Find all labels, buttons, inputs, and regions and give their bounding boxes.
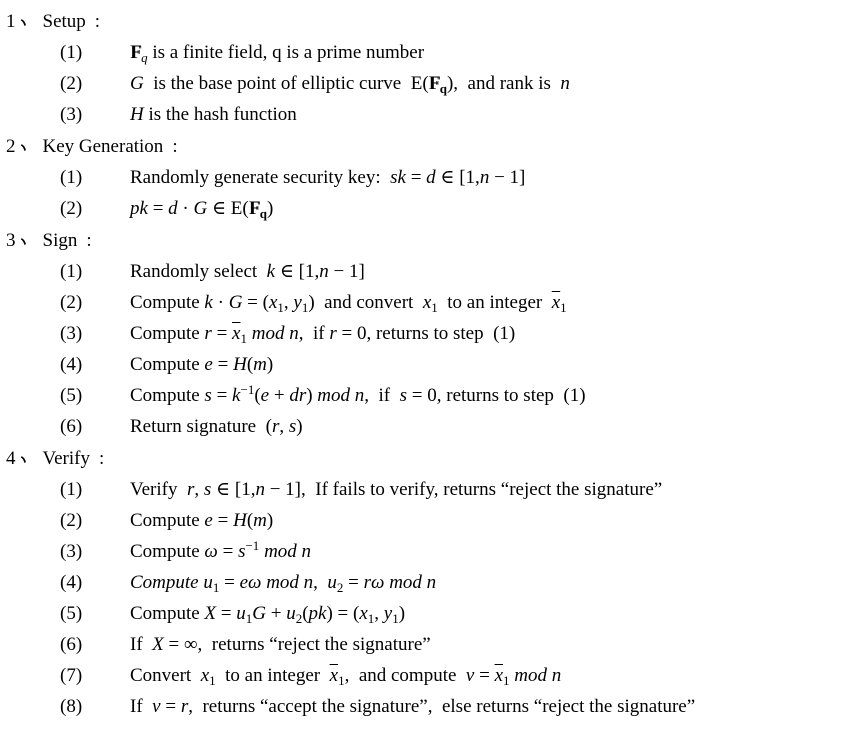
- step-text-segment: ,: [283, 292, 294, 313]
- step-text-segment: d: [168, 198, 178, 219]
- step-text-segment: y: [293, 292, 302, 313]
- step-text-segment: d: [426, 167, 436, 188]
- step-text-segment: x: [268, 292, 278, 313]
- step-text-segment: 1: [212, 580, 220, 595]
- step-text-segment: (: [302, 603, 309, 624]
- algorithm-step: [0, 505, 842, 536]
- step-text-segment: v: [152, 696, 161, 717]
- step-text-segment: $\overline{x}$: [494, 665, 504, 686]
- step-text-segment: 1: [209, 673, 216, 688]
- step-text-segment: (: [246, 354, 254, 375]
- step-text-segment: 1: [338, 673, 345, 688]
- step-text-segment: − 1], If fails to verify, returns “reject the signature”: [264, 479, 663, 500]
- step-text-segment: 1: [503, 673, 510, 688]
- algorithm-step: [0, 536, 842, 567]
- step-text-segment: , and compute: [344, 665, 466, 686]
- step-text-segment: $\overline{x}$: [329, 665, 339, 686]
- step-text-segment: n: [255, 479, 265, 500]
- step-marker: (6): [60, 416, 83, 437]
- step-text: [130, 416, 303, 437]
- step-text-segment: is the base point of elliptic curve E(: [143, 73, 429, 94]
- step-text-segment: ·: [177, 198, 194, 219]
- section-colon: :: [86, 230, 92, 251]
- section-heading: [0, 6, 842, 37]
- step-text-segment: , if: [364, 385, 400, 406]
- step-text-segment: ,: [374, 603, 384, 624]
- step-marker: (7): [60, 665, 83, 686]
- step-text-segment: x: [200, 665, 210, 686]
- step-text-segment: $\overline{x}$: [551, 292, 561, 313]
- step-marker: (3): [60, 323, 83, 344]
- step-text-segment: , if: [298, 323, 330, 344]
- step-text-segment: 1: [392, 611, 399, 626]
- step-text-segment: =: [211, 323, 233, 344]
- step-text: [130, 696, 695, 717]
- algorithm-step: [0, 287, 842, 318]
- step-text-segment: e: [204, 510, 213, 531]
- step-text-segment: mod n: [389, 572, 437, 593]
- algorithm-step: [0, 380, 842, 411]
- step-text-segment: ): [306, 385, 318, 406]
- step-text: [130, 634, 431, 655]
- step-text-segment: F: [130, 42, 142, 63]
- step-text-segment: pk: [308, 603, 327, 624]
- algorithm-step: [0, 349, 842, 380]
- step-text-segment: v: [465, 665, 475, 686]
- step-text-segment: Compute: [130, 541, 205, 562]
- step-text: [130, 198, 273, 219]
- step-text-segment: q: [259, 206, 268, 221]
- step-text-segment: 1: [245, 611, 253, 626]
- step-text-segment: H: [233, 354, 247, 375]
- step-marker: (3): [60, 104, 83, 125]
- step-text-segment: X: [152, 634, 164, 655]
- step-text-segment: u: [286, 603, 296, 624]
- step-text-segment: − 1]: [328, 261, 365, 282]
- step-text-segment: F: [428, 73, 440, 94]
- step-text-segment: ω: [204, 541, 218, 562]
- step-text-segment: Compute: [130, 323, 205, 344]
- step-text-segment: Compute: [130, 603, 205, 624]
- step-text-segment: r: [204, 323, 212, 344]
- step-text-segment: ): [267, 198, 274, 219]
- step-text: [130, 665, 561, 686]
- step-text-segment: is a finite field, q is a prime number: [147, 42, 425, 63]
- step-text-segment: −1: [240, 382, 255, 397]
- step-text-segment: =: [217, 541, 239, 562]
- step-text-segment: =: [212, 354, 234, 375]
- step-text-segment: mod n: [317, 385, 365, 406]
- step-text-segment: q: [439, 81, 447, 96]
- step-text-segment: s: [204, 385, 212, 406]
- step-text-segment: Compute: [130, 354, 205, 375]
- step-text-segment: 1: [431, 300, 438, 315]
- section-title: Sign: [42, 230, 78, 251]
- step-text-segment: (: [246, 510, 254, 531]
- step-text-segment: r: [329, 323, 337, 344]
- section-number: 3: [6, 230, 16, 251]
- step-marker: (4): [60, 572, 83, 593]
- step-text-segment: s: [399, 385, 408, 406]
- step-text-segment: ): [296, 416, 303, 437]
- step-text: [130, 538, 312, 562]
- step-text: [130, 104, 297, 125]
- step-text-segment: ∈ [1,: [211, 479, 256, 500]
- step-text: [130, 167, 525, 188]
- step-marker: (4): [60, 354, 83, 375]
- step-text-segment: mod n: [251, 323, 299, 344]
- algorithm-step: [0, 660, 842, 691]
- step-text-segment: x: [359, 603, 368, 624]
- step-text-segment: q: [141, 50, 148, 65]
- step-text-segment: n: [560, 73, 570, 94]
- step-text-segment: G: [228, 292, 243, 313]
- step-text-segment: e: [260, 385, 270, 406]
- step-text-segment: Return signature (: [130, 416, 272, 437]
- step-text-segment: s: [288, 416, 297, 437]
- step-text-segment: rω: [363, 572, 385, 593]
- step-text-segment: k: [266, 261, 276, 282]
- step-text-segment: ∈ E(: [207, 198, 249, 219]
- step-marker: (1): [60, 42, 83, 63]
- step-text-segment: is the hash function: [143, 104, 297, 125]
- step-text-segment: If: [130, 634, 153, 655]
- section-colon: :: [98, 448, 105, 469]
- algorithm-step: [0, 598, 842, 629]
- step-text-segment: =: [405, 167, 427, 188]
- ideographic-comma-icon: [19, 142, 30, 153]
- step-text-segment: pk: [130, 198, 148, 219]
- step-text-segment: =: [211, 385, 233, 406]
- step-text-segment: y: [383, 603, 393, 624]
- step-text-segment: ): [266, 510, 274, 531]
- step-text-segment: 1: [301, 300, 309, 315]
- step-text: [130, 73, 570, 94]
- step-text-segment: ): [266, 354, 274, 375]
- step-text-segment: G: [130, 73, 144, 94]
- step-text-segment: x: [422, 292, 432, 313]
- step-text-segment: If: [130, 696, 153, 717]
- step-text-segment: 1: [240, 331, 247, 346]
- step-text-segment: =: [216, 603, 237, 624]
- step-text-segment: ,: [313, 572, 328, 593]
- step-text-segment: F: [248, 198, 260, 219]
- step-marker: (2): [60, 510, 83, 531]
- step-text-segment: Compute: [130, 385, 205, 406]
- step-text-segment: ∈ [1,: [435, 167, 480, 188]
- step-text-segment: 2: [336, 580, 344, 595]
- section-colon: :: [94, 11, 101, 32]
- step-text-segment: r: [271, 416, 280, 437]
- algorithm-step: [0, 99, 842, 130]
- step-text: [130, 42, 424, 63]
- step-marker: (2): [60, 198, 83, 219]
- step-marker: (6): [60, 634, 83, 655]
- step-text-segment: = (: [242, 292, 269, 313]
- section-number: 2: [6, 136, 16, 157]
- step-text-segment: k: [204, 292, 213, 313]
- step-text-segment: ) = (: [326, 603, 360, 624]
- section-number: 4: [6, 448, 16, 469]
- section-heading: [0, 443, 842, 474]
- step-text-segment: 2: [295, 611, 303, 626]
- step-text-segment: G: [252, 603, 266, 624]
- step-text-segment: m: [253, 510, 267, 531]
- step-text-segment: ,: [194, 479, 204, 500]
- step-text-segment: Convert: [130, 665, 201, 686]
- step-marker: (3): [60, 541, 83, 562]
- step-text-segment: =: [147, 198, 169, 219]
- step-text-segment: Verify: [130, 479, 187, 500]
- step-text-segment: =: [474, 665, 495, 686]
- step-text: [130, 572, 436, 593]
- step-text-segment: 1: [560, 300, 567, 315]
- section-heading: [0, 225, 842, 256]
- step-marker: (1): [60, 167, 83, 188]
- step-text-segment: Compute: [130, 510, 205, 531]
- algorithm-step: [0, 256, 842, 287]
- section-number: 1: [6, 11, 16, 32]
- algorithm-step: [0, 162, 842, 193]
- section-title: Verify: [42, 448, 90, 469]
- step-text-segment: (: [254, 385, 261, 406]
- step-text-segment: $\overline{x}$: [232, 323, 241, 344]
- algorithm-step: [0, 193, 842, 224]
- step-text-segment: s: [238, 541, 246, 562]
- step-marker: (1): [60, 479, 83, 500]
- step-text-segment: n: [479, 167, 490, 188]
- step-text-segment: = 0, returns to step (1): [336, 323, 516, 344]
- ideographic-comma-icon: [19, 17, 30, 28]
- step-text-segment: u: [236, 603, 246, 624]
- step-text-segment: n: [319, 261, 329, 282]
- step-text-segment: u: [203, 572, 213, 593]
- step-text-segment: s: [203, 479, 212, 500]
- step-text-segment: ,: [279, 416, 289, 437]
- algorithm-step: [0, 37, 842, 68]
- step-text-segment: to an integer: [437, 292, 552, 313]
- section-title: Setup: [42, 11, 86, 32]
- step-text-segment: dr: [289, 385, 307, 406]
- step-text-segment: X: [204, 603, 217, 624]
- step-text-segment: =: [219, 572, 240, 593]
- section-colon: :: [172, 136, 178, 157]
- step-text-segment: Compute: [130, 292, 205, 313]
- algorithm-step: [0, 629, 842, 660]
- step-text-segment: mod n: [266, 572, 314, 593]
- algorithm-step: [0, 567, 842, 598]
- step-text-segment: k: [232, 385, 241, 406]
- step-text: [130, 261, 365, 282]
- step-text-segment: , returns “accept the signature”, else returns “reject the signature”: [188, 696, 696, 717]
- step-text-segment: −1: [245, 538, 260, 553]
- step-text-segment: 1: [367, 611, 375, 626]
- step-marker: (5): [60, 385, 83, 406]
- step-text-segment: H: [130, 104, 144, 125]
- step-marker: (2): [60, 292, 83, 313]
- step-marker: (8): [60, 696, 83, 717]
- step-marker: (5): [60, 603, 83, 624]
- step-text-segment: r: [186, 479, 195, 500]
- step-text-segment: =: [160, 696, 181, 717]
- step-text-segment: m: [253, 354, 267, 375]
- step-text: [130, 510, 273, 531]
- step-text-segment: ) and convert: [308, 292, 423, 313]
- step-text-segment: mod n: [264, 541, 312, 562]
- section-title: Key Generation: [42, 136, 164, 157]
- step-text-segment: Randomly generate security key:: [130, 167, 391, 188]
- step-text-segment: Compute: [130, 572, 204, 593]
- step-text-segment: H: [233, 510, 247, 531]
- step-text: [130, 354, 273, 375]
- step-text-segment: mod n: [514, 665, 562, 686]
- step-text-segment: to an integer: [215, 665, 330, 686]
- step-text-segment: = ∞, returns “reject the signature”: [163, 634, 431, 655]
- step-text: [130, 382, 586, 406]
- algorithm-step: [0, 68, 842, 99]
- step-text-segment: G: [193, 198, 208, 219]
- algorithm-step: [0, 474, 842, 505]
- step-text-segment: eω: [239, 572, 262, 593]
- step-text-segment: ), and rank is: [446, 73, 561, 94]
- step-marker: (1): [60, 261, 83, 282]
- step-text-segment: r: [180, 696, 189, 717]
- algorithm-step: [0, 411, 842, 442]
- algorithm-step: [0, 318, 842, 349]
- step-text-segment: = 0, returns to step (1): [407, 385, 586, 406]
- step-text-segment: ): [398, 603, 406, 624]
- step-text-segment: 1: [277, 300, 284, 315]
- step-marker: (2): [60, 73, 83, 94]
- step-text-segment: =: [212, 510, 234, 531]
- ideographic-comma-icon: [19, 236, 30, 247]
- ideographic-comma-icon: [19, 454, 30, 465]
- step-text-segment: +: [265, 603, 287, 624]
- section-heading: [0, 131, 842, 162]
- step-text: [130, 323, 515, 344]
- step-text: [130, 479, 662, 500]
- algorithm-step: [0, 691, 842, 722]
- step-text-segment: Randomly select: [130, 261, 267, 282]
- step-text-segment: +: [269, 385, 290, 406]
- step-text-segment: sk: [390, 167, 406, 188]
- step-text: [130, 603, 405, 624]
- step-text: [130, 292, 567, 313]
- step-text-segment: u: [327, 572, 337, 593]
- step-text-segment: e: [204, 354, 213, 375]
- step-text-segment: − 1]: [489, 167, 526, 188]
- step-text-segment: ·: [212, 292, 229, 313]
- step-text-segment: ∈ [1,: [275, 261, 320, 282]
- step-text-segment: =: [343, 572, 364, 593]
